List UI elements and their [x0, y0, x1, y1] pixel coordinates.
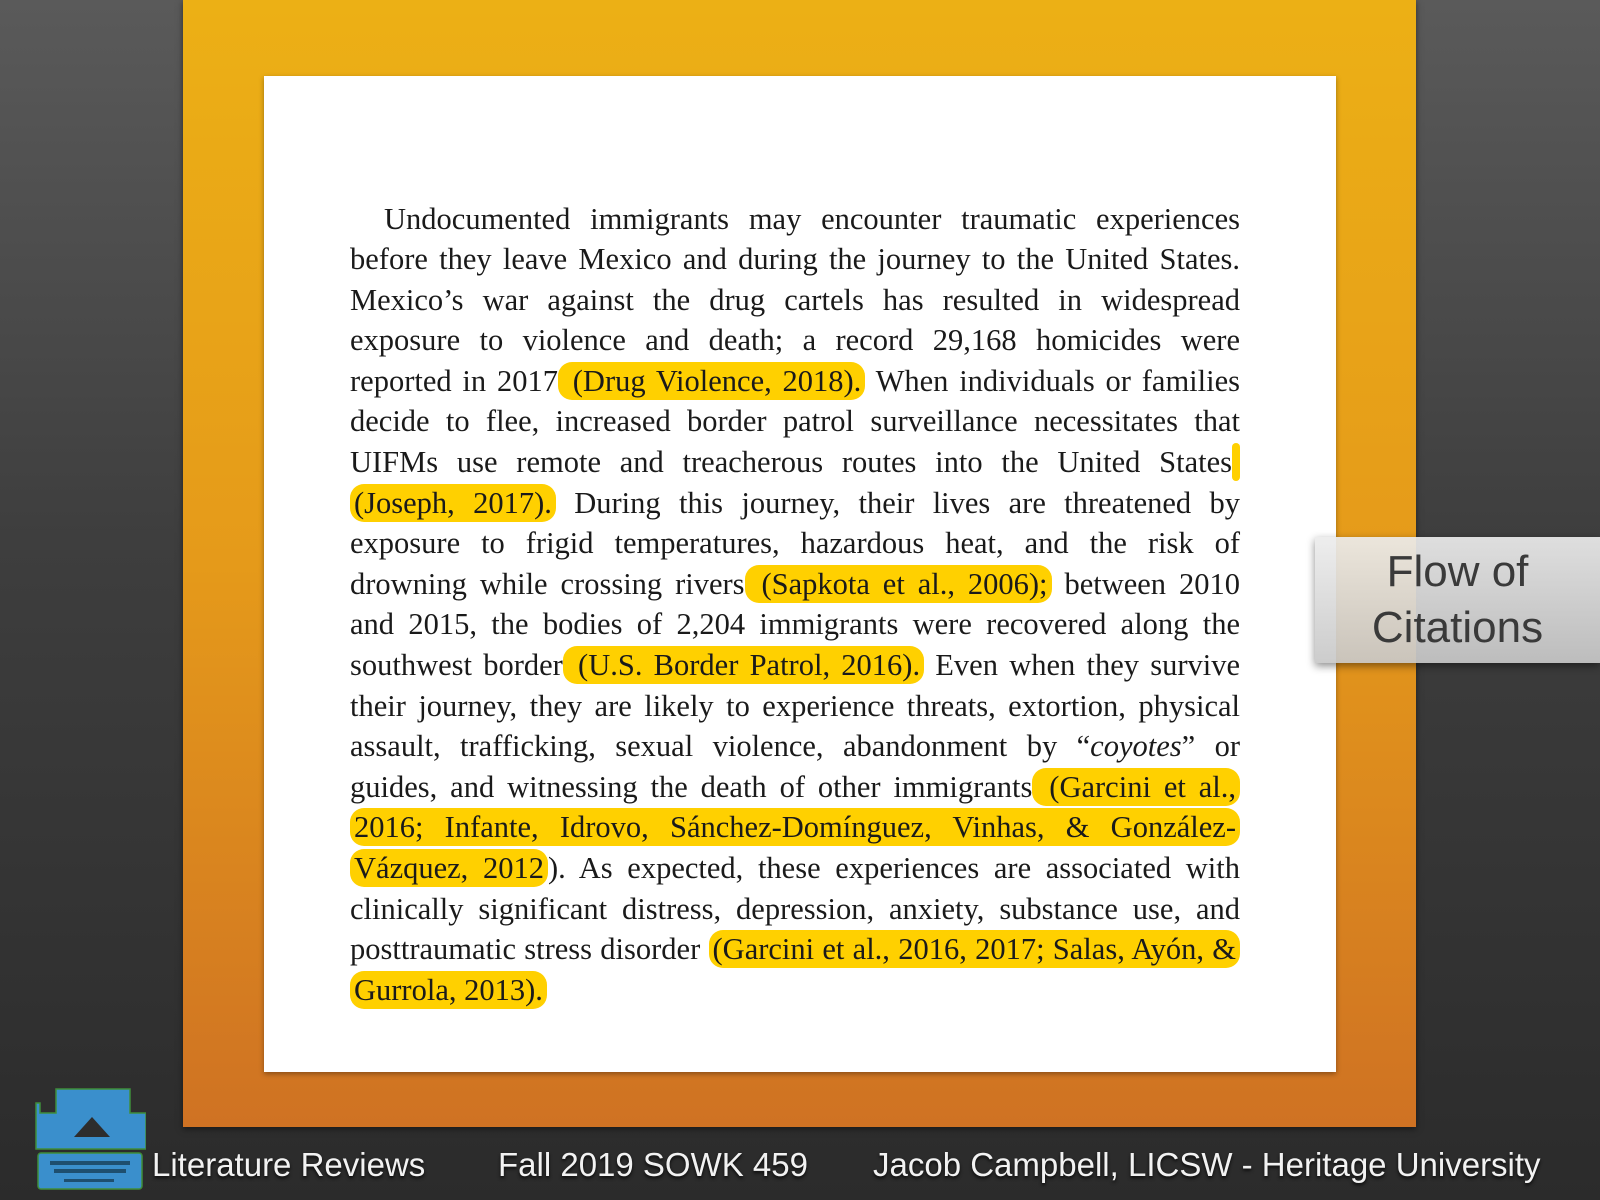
- body-text: Even when they survive their journey, they are likely to experience threats, extortion, physical assault, trafficking, sexual violence, abandonment by “: [350, 648, 1240, 764]
- document-paragraph: [350, 199, 1240, 1011]
- footer-section-title: Literature Reviews: [152, 1146, 426, 1183]
- callout-title-line1: Flow of: [1386, 547, 1529, 596]
- callout-box: [1315, 537, 1600, 663]
- body-text: When individuals or families decide to flee, increased border patrol surveillance necessitates that UIFMs use remote and treacherous routes into the United States: [350, 363, 1240, 480]
- callout-title-line2: Citations: [1371, 603, 1544, 652]
- body-text: ). As expected, these experiences are associated with clinically significant distress, depression, anxiety, substance use, and posttraumatic stress disorder: [350, 851, 1240, 967]
- body-text: between 2010 and 2015, the bodies of 2,204 immigrants were recovered along the southwest border: [350, 566, 1240, 683]
- citation-highlight: (Garcini et al., 2016, 2017; Salas, Ayón, & Gurrola, 2013).: [350, 930, 1240, 1009]
- footer: [0, 1140, 1600, 1190]
- body-text: Undocumented immigrants may encounter traumatic experiences before they leave Mexico and during the journey to the United States. Mexico’s war against the drug cartels has resulted in widespread exposure to violence and death; a record 29,168 homicides were reported in 2017: [350, 201, 1240, 398]
- citation-highlight: (Sapkota et al., 2006);: [745, 565, 1052, 603]
- body-text: ” or guides, and witnessing the death of other immigrants: [350, 729, 1240, 804]
- footer-course: Fall 2019 SOWK 459: [498, 1146, 808, 1183]
- citation-highlight: (U.S. Border Patrol, 2016).: [563, 646, 924, 684]
- body-text: coyotes: [1090, 729, 1182, 764]
- citation-highlight: (Drug Violence, 2018).: [558, 362, 865, 400]
- citation-highlight: (Garcini et al., 2016; Infante, Idrovo, Sánchez-Domínguez, Vinhas, & González-Vázquez, 2012: [350, 768, 1240, 887]
- footer-author: Jacob Campbell, LICSW - Heritage University: [873, 1146, 1541, 1183]
- body-text: During this journey, their lives are threatened by exposure to frigid temperatures, hazardous heat, and the risk of drowning while crossing rivers: [350, 485, 1240, 601]
- document-page: [264, 76, 1336, 1072]
- citation-highlight: (Joseph, 2017).: [350, 443, 1240, 522]
